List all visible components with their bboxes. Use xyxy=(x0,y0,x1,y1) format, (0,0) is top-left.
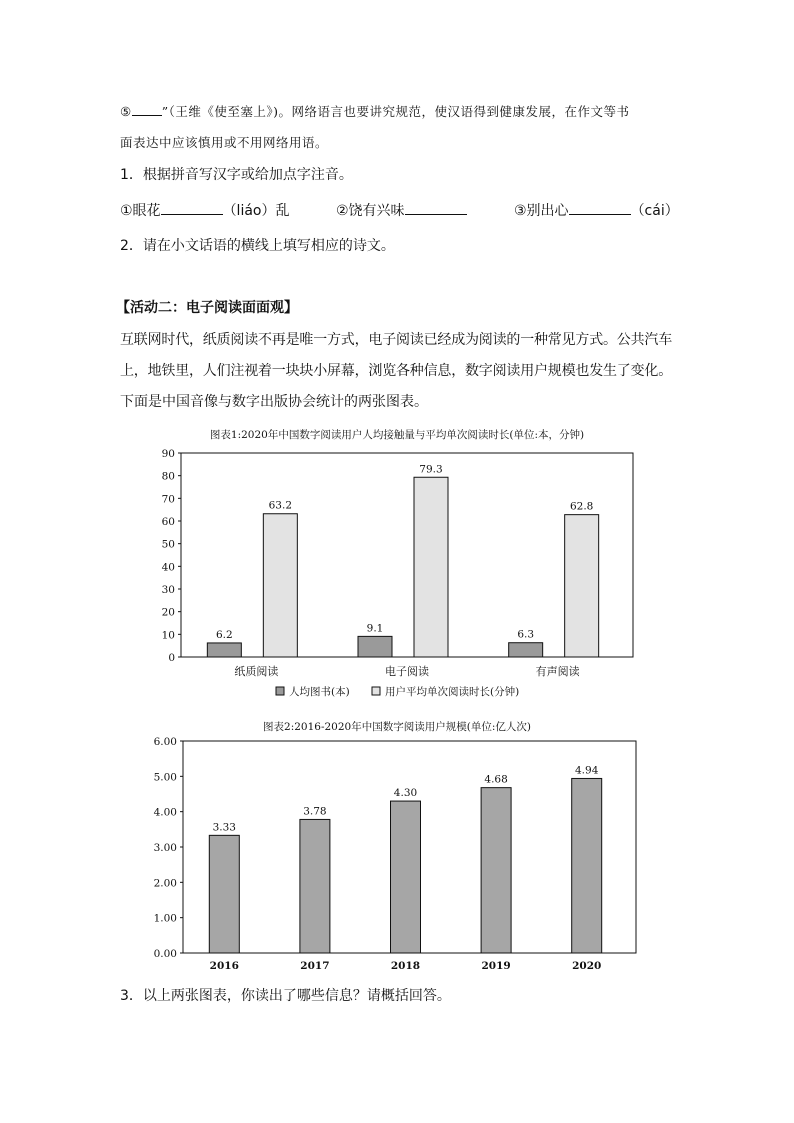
chart-2-data-label-4: 4.94 xyxy=(575,764,599,777)
chart-1-bar-0-0 xyxy=(207,643,241,657)
chart-2-data-label-1: 3.78 xyxy=(303,805,327,818)
poem-blank-line xyxy=(120,101,630,122)
chart-2-ytick-4: 4.00 xyxy=(153,806,177,819)
chart-2-bar-0 xyxy=(209,835,239,953)
chart-2-ytick-0: 0.00 xyxy=(153,948,177,960)
chart-2-xtick-1: 2017 xyxy=(300,960,330,972)
q1-item-3 xyxy=(514,200,679,221)
q1-item-2 xyxy=(336,200,467,221)
chart-2-xtick-0: 2016 xyxy=(209,960,239,972)
chart-1-bar-0-1 xyxy=(358,636,392,657)
chart-1-legend-swatch-0 xyxy=(276,687,284,695)
chart-2-ytick-6: 6.00 xyxy=(153,736,177,748)
chart-2-ytick-5: 5.00 xyxy=(153,771,177,784)
q1-item-1-prefix: ①眼花 xyxy=(120,203,161,219)
chart-2-bar-1 xyxy=(300,819,330,953)
activity-2-para-line-3: 下面是中国音像与数字出版协会统计的两张图表。 xyxy=(120,394,428,410)
circled-five-marker: ⑤ xyxy=(120,104,132,119)
chart-2-title: 图表2:2016-2020年中国数字阅读用户规模(单位:亿人次) xyxy=(263,721,531,733)
chart-1-ytick-7: 70 xyxy=(161,493,175,506)
chart-1-ytick-9: 90 xyxy=(161,448,175,460)
chart-1-bar-1-0 xyxy=(263,514,297,657)
question-3: 3．以上两张图表，你读出了哪些信息？请概括回答。 xyxy=(120,988,451,1004)
chart-1-data-label-0-0: 6.2 xyxy=(215,628,233,641)
q1-item-3-suffix: （cái） xyxy=(630,203,679,219)
question-1: 1．根据拼音写汉字或给加点字注音。 xyxy=(120,167,353,183)
q1-item-1-blank[interactable] xyxy=(161,200,223,215)
poem-line-text: ”（王维《使至塞上》)。网络语言也要讲究规范，使汉语得到健康发展，在作文等书 xyxy=(161,104,630,119)
activity-2-para-line-1: 互联网时代，纸质阅读不再是唯一方式，电子阅读已经成为阅读的一种常见方式。公共汽车 xyxy=(120,332,672,348)
poem-line-continuation: 面表达中应该慎用或不用网络用语。 xyxy=(120,135,329,150)
chart-1-ytick-0: 0 xyxy=(168,652,175,664)
chart-1-ytick-2: 20 xyxy=(161,606,175,619)
chart-2-data-label-0: 3.33 xyxy=(212,821,236,834)
chart-1-xtick-0: 纸质阅读 xyxy=(234,665,279,678)
chart-1-bar-1-1 xyxy=(414,477,448,657)
chart-1-bar-1-2 xyxy=(565,515,599,657)
chart-1-ytick-4: 40 xyxy=(161,561,175,574)
chart-1-xtick-1: 电子阅读 xyxy=(385,665,429,678)
chart-1-data-label-0-2: 6.3 xyxy=(517,628,535,641)
chart-2-ytick-2: 2.00 xyxy=(153,877,177,890)
question-1-items xyxy=(120,200,680,222)
chart-1-data-label-0-1: 9.1 xyxy=(366,622,384,635)
q1-item-1 xyxy=(120,200,290,221)
chart-2-data-label-2: 4.30 xyxy=(393,787,418,800)
chart-1-xtick-2: 有声阅读 xyxy=(535,665,580,678)
q1-item-2-blank[interactable] xyxy=(405,200,467,215)
chart-2-ytick-3: 3.00 xyxy=(153,842,177,854)
chart-1-data-label-1-1: 79.3 xyxy=(419,463,443,476)
chart-1-ytick-1: 10 xyxy=(161,629,175,642)
q1-item-3-prefix: ③别出心 xyxy=(514,203,569,219)
chart-1-ytick-5: 50 xyxy=(161,538,175,551)
chart-1-bar-0-2 xyxy=(509,643,543,657)
activity-2-para-line-2: 上，地铁里，人们注视着一块块小屏幕，浏览各种信息，数字阅读用户规模也发生了变化。 xyxy=(120,363,672,379)
chart-1-title: 图表1:2020年中国数字阅读用户人均接触量与平均单次阅读时长(单位:本，分钟) xyxy=(209,429,585,441)
chart-2-xtick-2: 2018 xyxy=(390,960,421,972)
chart-2 xyxy=(0,712,794,982)
chart-1-legend-label-0: 人均图书(本) xyxy=(289,686,350,698)
q1-item-3-blank[interactable] xyxy=(569,200,631,215)
chart-1-ytick-6: 60 xyxy=(161,516,175,528)
chart-2-xtick-4: 2020 xyxy=(572,960,602,972)
chart-1-legend-swatch-1 xyxy=(372,687,380,695)
chart-1-ytick-3: 30 xyxy=(161,584,175,596)
chart-1-data-label-1-2: 62.8 xyxy=(569,500,594,513)
q1-item-2-prefix: ②饶有兴味 xyxy=(336,203,405,219)
q1-item-1-suffix: （liáo）乱 xyxy=(222,203,290,219)
chart-1 xyxy=(0,420,794,710)
poem-blank[interactable] xyxy=(132,101,162,116)
chart-1-data-label-1-0: 63.2 xyxy=(268,499,293,512)
chart-1-ytick-8: 80 xyxy=(161,470,175,483)
question-2: 2．请在小文话语的横线上填写相应的诗文。 xyxy=(120,238,395,254)
chart-2-data-label-3: 4.68 xyxy=(484,773,508,786)
chart-2-ytick-1: 1.00 xyxy=(153,912,177,925)
chart-2-xtick-3: 2019 xyxy=(481,960,511,972)
chart-2-bar-2 xyxy=(391,801,421,953)
chart-2-bar-4 xyxy=(572,778,602,953)
chart-1-legend-label-1: 用户平均单次阅读时长(分钟) xyxy=(385,686,520,698)
activity-2-heading: 【活动二：电子阅读面面观】 xyxy=(116,300,298,316)
chart-2-bar-3 xyxy=(481,788,511,953)
